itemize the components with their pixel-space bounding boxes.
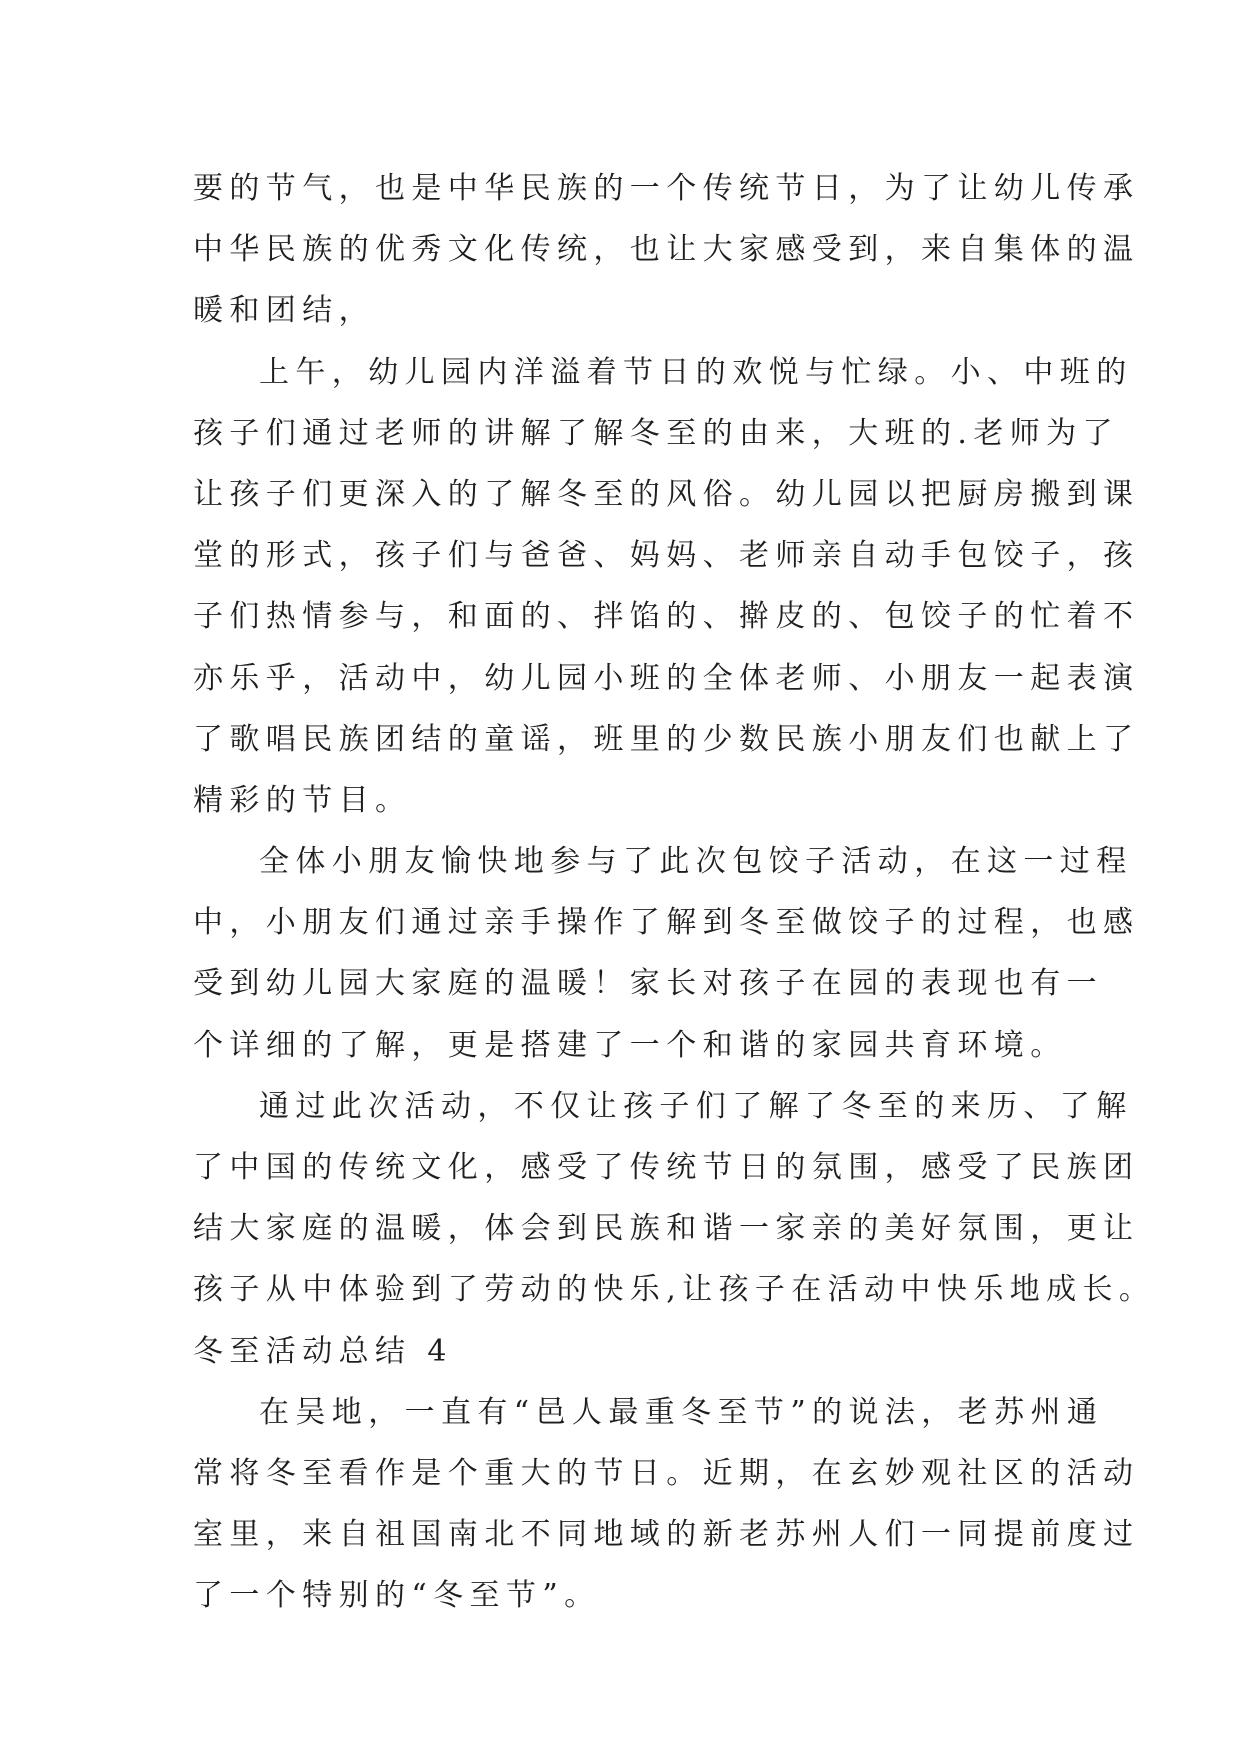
paragraph-2-line-5: 子们热情参与，和面的、拌馅的、擀皮的、包饺子的忙着不 — [193, 599, 1140, 635]
paragraph-1-line-3: 暖和团结， — [193, 293, 375, 329]
paragraph-5-line-3: 室里，来自祖国南北不同地域的新老苏州人们一同提前度过 — [193, 1517, 1140, 1553]
paragraph-3-line-3: 受到幼儿园大家庭的温暖！家长对孩子在园的表现也有一 — [193, 966, 1103, 1002]
paragraph-5-line-1: 在吴地，一直有“邑人最重冬至节”的说法，老苏州通 — [259, 1394, 1104, 1430]
paragraph-3-line-2: 中，小朋友们通过亲手操作了解到冬至做饺子的过程，也感 — [193, 905, 1140, 941]
paragraph-1-line-2: 中华民族的优秀文化传统，也让大家感受到，来自集体的温 — [193, 232, 1140, 268]
paragraph-2-line-4: 堂的形式，孩子们与爸爸、妈妈、老师亲自动手包饺子，孩 — [193, 538, 1140, 574]
paragraph-2-line-2: 孩子们通过老师的讲解了解冬至的由来，大班的.老师为了 — [193, 415, 1119, 451]
paragraph-2-line-8: 精彩的节目。 — [193, 782, 412, 818]
paragraph-2-line-7: 了歌唱民族团结的童谣，班里的少数民族小朋友们也献上了 — [193, 721, 1140, 757]
paragraph-2-line-3: 让孩子们更深入的了解冬至的风俗。幼儿园以把厨房搬到课 — [193, 476, 1140, 512]
paragraph-5-line-2: 常将冬至看作是个重大的节日。近期，在玄妙观社区的活动 — [193, 1455, 1140, 1491]
paragraph-3-line-1: 全体小朋友愉快地参与了此次包饺子活动，在这一过程 — [259, 844, 1133, 880]
paragraph-3-line-4: 个详细的了解，更是搭建了一个和谐的家园共育环境。 — [193, 1027, 1067, 1063]
paragraph-2-line-6: 亦乐乎，活动中，幼儿园小班的全体老师、小朋友一起表演 — [193, 660, 1140, 696]
paragraph-5-line-4: 了一个特别的“冬至节”。 — [193, 1578, 601, 1614]
paragraph-4-line-4: 孩子从中体验到了劳动的快乐,让孩子在活动中快乐地成长。 — [193, 1272, 1156, 1308]
paragraph-1-line-1: 要的节气，也是中华民族的一个传统节日，为了让幼儿传承 — [193, 171, 1140, 206]
paragraph-4-line-1: 通过此次活动，不仅让孩子们了解了冬至的来历、了解 — [259, 1088, 1133, 1124]
document-body — [193, 158, 1156, 1627]
paragraph-4-line-2: 了中国的传统文化，感受了传统节日的氛围，感受了民族团 — [193, 1150, 1140, 1185]
paragraph-4-line-3: 结大家庭的温暖，体会到民族和谐一家亲的美好氛围，更让 — [193, 1211, 1140, 1247]
paragraph-2-line-1: 上午，幼儿园内洋溢着节日的欢悦与忙绿。小、中班的 — [259, 354, 1133, 390]
section-heading: 冬至活动总结 4 — [193, 1333, 453, 1369]
